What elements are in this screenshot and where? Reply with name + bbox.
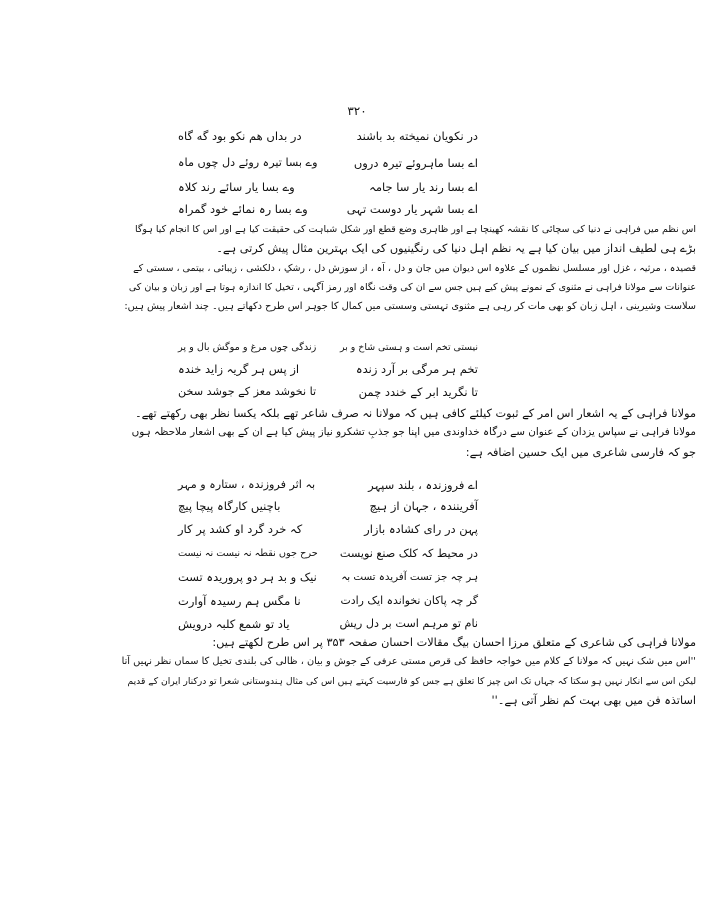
verse-couplet (178, 569, 478, 589)
verse-couplet (178, 179, 478, 199)
prose-line: عنوانات سے مولانا فراہی نے مثنوی کے نمونے پیش کیے ہیں جس سے ان کی وقت نگاہ اور رمز آگہی ، تخیل کا اندازہ ہوتا ہے اور زبان و بیان کی (128, 281, 696, 293)
quotation-line: اساتذہ فن میں بھی بہت کم نظر آتی ہے۔'' (491, 693, 696, 707)
verse-couplet (178, 477, 478, 497)
prose-line: قصیدہ ، مرثیہ ، غزل اور مسلسل نظموں کے علاوہ اس دیوان میں جان و دل ، آہ ، از سوزش دل ، رشکِ ، دلکشی ، زیبائی ، بیتمی ، سستی کے (133, 262, 696, 274)
verse-first-hemistich: نیستی تخم است و ہستی شاخ و بر (340, 342, 478, 353)
verse-second-hemistich: وے بسا تیرہ روئے دل چوں ماہ (178, 156, 318, 169)
verse-second-hemistich: تا نخوشد معز کے جوشد سخن (178, 385, 317, 398)
verse-first-hemistich: اے بسا شہر یار دوست تہی (346, 202, 478, 216)
verse-couplet (178, 498, 478, 518)
prose-paragraph (120, 633, 696, 710)
verse-first-hemistich: اے بسا ماہروئے تیرہ دروں (353, 156, 478, 170)
verse-second-hemistich: زندگی چوں مرغ و موگش بال و پر (178, 342, 317, 353)
verse-second-hemistich: کہ خرد گرد او کشد پر کار (178, 522, 303, 536)
verse-second-hemistich: بہ اثر فروزندہ ، ستارہ و مہر (178, 478, 316, 491)
page-number: ۳۲۰ (347, 104, 367, 118)
verse-couplet (178, 155, 478, 175)
quotation-line: ''اس میں شک نہیں کہ مولانا کے کلام میں خواجہ حافظ کی قرص مستی عرفی کے جوش و بیان ، ظالی کی بلندی تخیل کا سماں نظر نہیں آتا (121, 656, 696, 668)
verse-second-hemistich: باچنیں کارگاہ پیچا پیچ (178, 499, 281, 513)
prose-paragraph (120, 404, 696, 462)
prose-line: مولانا فراہی کی شاعری کے متعلق مرزا احسان بیگ مقالات احسان صفحہ ۳۵۳ پر اس طرح لکھتے ہیں: (212, 636, 696, 649)
verse-couplet (178, 361, 478, 381)
verse-first-hemistich: تا نگرید ابر کے خندد چمن (358, 385, 478, 399)
prose-line: مولانا فراہی نے سپاس یزدان کے عنوان سے درگاہ خداوندی میں اپنا جو جذبِ تشکرو نیاز پیش کیا ہے ان کے بھی اشعار ملاحظہ ہوں (131, 426, 696, 439)
verse-first-hemistich: پہن در رای کشادہ بازار (364, 522, 478, 536)
quotation-line: لیکن اس سے انکار نہیں ہو سکتا کہ جہاں تک اس چیز کا تعلق ہے جس کو فارسیت کہتے ہیں اس کی مثال ہندوستانی شعرا تو درکنار ایران کے قدیم (127, 675, 696, 687)
verse-first-hemistich: نام تو مرہم است بر دل ریش (339, 617, 478, 630)
verse-second-hemistich: نا مگس ہم رسیدہ آوارت (178, 594, 301, 608)
verse-couplet (178, 546, 478, 566)
verse-couplet (178, 340, 478, 360)
prose-paragraph (120, 220, 696, 316)
verse-couplet (178, 128, 478, 148)
verse-couplet (178, 384, 478, 404)
verse-first-hemistich: اے بسا رند یار سا جامہ (369, 180, 478, 194)
prose-line: جو کہ فارسی شاعری میں ایک حسین اضافہ ہے: (465, 445, 696, 459)
prose-line: بڑے ہی لطیف انداز میں بیان کیا ہے یہ نظم اہل دنیا کی رنگینیوں کی ایک بہترین مثال پیش کرتی ہے۔ (216, 242, 696, 256)
prose-line: سلاست وشیرینی ، اہل زبان کو بھی مات کر رہی ہے مثنوی تہستی وسستی میں کمال کا جوہر اس طرح دکھاتے ہیں۔ چند اشعار پیش ہیں: (124, 301, 696, 313)
prose-line: مولانا فراہی کے یہ اشعار اس امر کے ثبوت کیلئے کافی ہیں کہ مولانا نہ صرف شاعر تھے بلکہ یکسا نظر بھی رکھتے تھے۔ (135, 407, 696, 420)
verse-second-hemistich: یاد تو شمع کلبہ درویش (178, 617, 290, 631)
verse-second-hemistich: وے بسا رہ نمائے خود گمراہ (178, 202, 308, 216)
verse-second-hemistich: در بداں هم نکو بود گه گاه (178, 129, 302, 143)
verse-couplet (178, 521, 478, 541)
verse-second-hemistich: نیک و بد ہر دو پروریدہ تست (178, 570, 317, 584)
verse-first-hemistich: آفرینندہ ، جہان از ہیچ (369, 499, 478, 513)
verse-first-hemistich: تخم ہر مرگی بر آرد زندہ (355, 362, 478, 376)
prose-line: اس نظم میں فراہی نے دنیا کی سچائی کا نقشہ کھینچا ہے اور ظاہری وضع قطع اور شکل شباہت کی حقیقت کیا ہے اور اس کا انجام کیا ہوگا (134, 224, 696, 235)
verse-second-hemistich: حرح جوں نقطہ نہ نیست نہ نیست (178, 548, 318, 559)
verse-couplet (178, 593, 478, 613)
verse-first-hemistich: در محیط کہ کلک صنع نویست (339, 547, 478, 560)
verse-first-hemistich: ہر چہ جز تست آفریدہ تست بہ (341, 571, 478, 583)
verse-first-hemistich: اے فروزندہ ، بلند سپہر (368, 478, 478, 492)
verse-second-hemistich: وے بسا یار سائے رند کلاہ (178, 180, 295, 194)
verse-couplet (178, 201, 478, 221)
verse-second-hemistich: از پس ہر گریہ زاید خندہ (178, 362, 300, 376)
verse-first-hemistich: در نکویان نمیخته بد باشند (356, 129, 478, 143)
verse-first-hemistich: گر چہ پاکان نخواندہ ایک رادت (340, 594, 478, 607)
